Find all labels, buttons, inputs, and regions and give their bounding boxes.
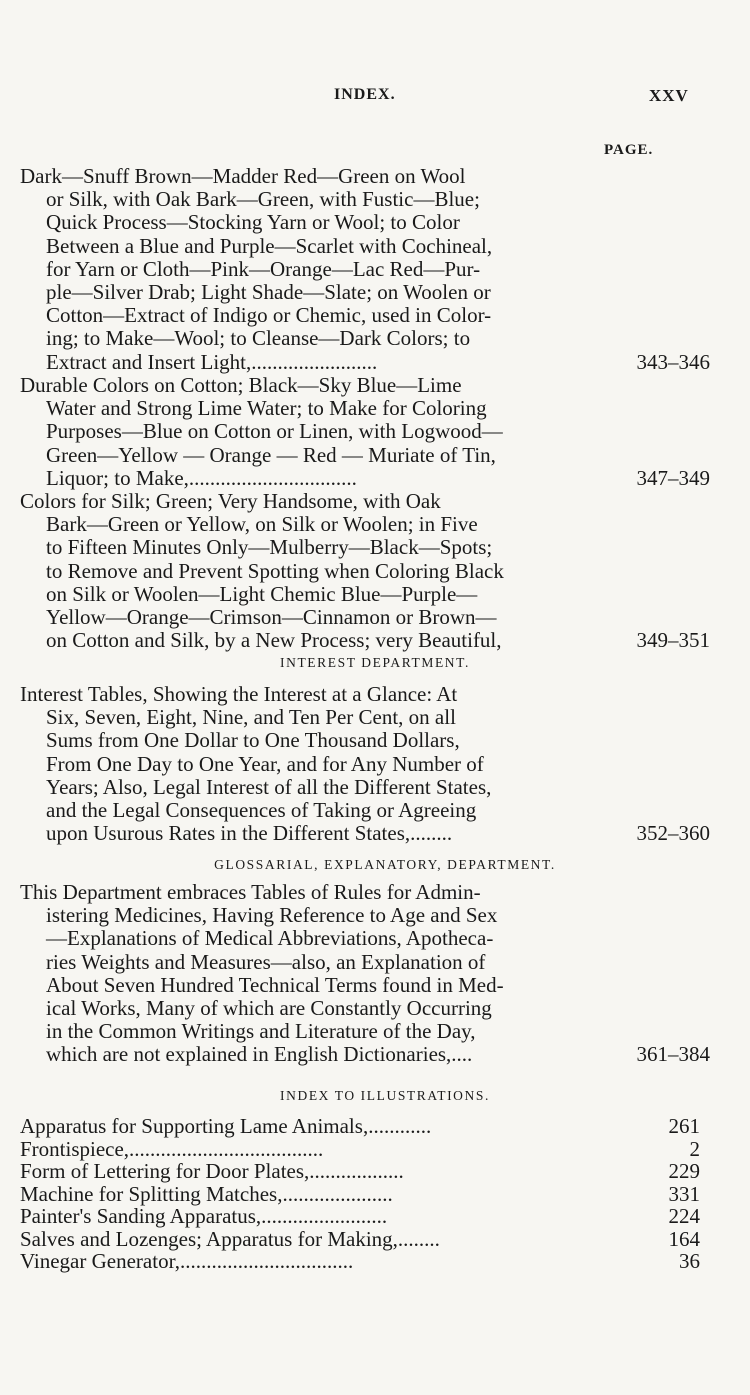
entry-text: Liquor; to Make,................................	[46, 465, 357, 490]
entry-line	[20, 467, 710, 490]
list-item	[20, 1115, 700, 1138]
interest-department-heading: INTEREST DEPARTMENT.	[280, 655, 470, 670]
entry-line: in the Common Writings and Literature of the Day,	[46, 1019, 476, 1044]
entry-line	[20, 1043, 710, 1066]
entry-line: to Remove and Prevent Spotting when Coloring Black	[46, 558, 504, 583]
page-range: 349–351	[636, 628, 710, 653]
illustrations-heading: INDEX TO ILLUSTRATIONS.	[280, 1088, 490, 1103]
entry-line	[20, 351, 710, 374]
page-range: 343–346	[636, 349, 710, 374]
list-item	[20, 1160, 700, 1183]
page-column-label: PAGE.	[604, 142, 654, 158]
interest-entry	[20, 683, 710, 845]
page-range: 352–360	[636, 821, 710, 846]
entry-line: Quick Process—Stocking Yarn or Wool; to Color	[46, 210, 460, 235]
entry-line: or Silk, with Oak Bark—Green, with Fustic—Blue;	[46, 187, 480, 212]
entry-line: Green—Yellow — Orange — Red — Muriate of Tin,	[46, 442, 496, 467]
illustration-label: Apparatus for Supporting Lame Animals,............	[20, 1114, 432, 1138]
entry-line: ries Weights and Measures—also, an Explanation of	[46, 949, 486, 974]
illustration-page: 331	[668, 1181, 700, 1206]
entry-line: Colors for Silk; Green; Very Handsome, with Oak	[20, 489, 441, 513]
illustration-label: Salves and Lozenges; Apparatus for Making,........	[20, 1226, 440, 1251]
glossary-entry	[20, 881, 710, 1067]
illustration-page: 229	[668, 1159, 700, 1183]
entry-line: Yellow—Orange—Crimson—Cinnamon or Brown—	[46, 604, 497, 629]
entry-line: Sums from One Dollar to One Thousand Dollars,	[46, 728, 460, 753]
running-head-title: INDEX.	[334, 86, 396, 103]
entry-line: Between a Blue and Purple—Scarlet with Cochineal,	[46, 233, 493, 258]
illustration-page: 164	[668, 1226, 700, 1251]
illustration-page: 2	[689, 1136, 700, 1161]
entry-line: for Yarn or Cloth—Pink—Orange—Lac Red—Pur-	[46, 256, 481, 281]
entry-line: Water and Strong Lime Water; to Make for Coloring	[46, 396, 487, 421]
illustration-label: Form of Lettering for Door Plates,..................	[20, 1159, 404, 1183]
entry-line: —Explanations of Medical Abbreviations, Apotheca-	[46, 926, 494, 951]
entry-line: istering Medicines, Having Reference to Age and Sex	[46, 903, 498, 928]
illustration-label: Frontispiece,.....................................	[20, 1136, 324, 1161]
entry-line: Cotton—Extract of Indigo or Chemic, used in Color-	[46, 303, 492, 328]
illustration-page: 224	[668, 1204, 700, 1228]
glossarial-department-heading: GLOSSARIAL, EXPLANATORY, DEPARTMENT.	[214, 857, 556, 872]
entry-line: ical Works, Many of which are Constantly Occurring	[46, 995, 492, 1020]
list-item	[20, 1228, 700, 1251]
list-item	[20, 1205, 700, 1228]
list-item	[20, 1250, 700, 1273]
entry-line: ing; to Make—Wool; to Cleanse—Dark Colors; to	[46, 326, 471, 351]
index-entry	[20, 374, 710, 490]
entry-line: Interest Tables, Showing the Interest at a Glance: At	[20, 682, 458, 706]
entry-line: About Seven Hundred Technical Terms found in Med-	[46, 972, 504, 997]
illustration-page: 36	[679, 1249, 700, 1273]
illustration-label: Machine for Splitting Matches,.....................	[20, 1181, 393, 1206]
index-entry	[20, 490, 710, 652]
entry-line: on Silk or Woolen—Light Chemic Blue—Purple—	[46, 581, 478, 606]
entry-line: Durable Colors on Cotton; Black—Sky Blue—Lime	[20, 373, 462, 397]
page-range: 361–384	[636, 1042, 710, 1067]
illustration-label: Vinegar Generator,.................................	[20, 1249, 354, 1273]
entry-line: From One Day to One Year, and for Any Number of	[46, 751, 484, 776]
entry-line	[20, 629, 710, 652]
entry-line: to Fifteen Minutes Only—Mulberry—Black—Spots;	[46, 535, 493, 560]
list-item	[20, 1138, 700, 1161]
illustrations-list	[20, 1115, 700, 1273]
running-head	[0, 86, 750, 110]
entry-line: Bark—Green or Yellow, on Silk or Woolen; in Five	[46, 512, 478, 537]
entry-line: This Department embraces Tables of Rules for Admin-	[20, 880, 481, 904]
entry-line: and the Legal Consequences of Taking or Agreeing	[46, 797, 477, 822]
entry-text: Extract and Insert Light,........................	[46, 349, 378, 374]
entry-line	[20, 822, 710, 845]
entry-line: Dark—Snuff Brown—Madder Red—Green on Wool	[20, 164, 466, 188]
entry-line: Years; Also, Legal Interest of all the Different States,	[46, 774, 492, 799]
entry-line: ple—Silver Drab; Light Shade—Slate; on Woolen or	[46, 279, 491, 304]
entry-text: upon Usurous Rates in the Different States,........	[46, 821, 453, 846]
index-entry	[20, 165, 710, 374]
page-folio: XXV	[649, 86, 689, 105]
list-item	[20, 1183, 700, 1206]
entry-text: on Cotton and Silk, by a New Process; very Beautiful,	[46, 628, 502, 653]
illustration-page: 261	[668, 1114, 700, 1138]
page-range: 347–349	[636, 465, 710, 490]
illustration-label: Painter's Sanding Apparatus,........................	[20, 1204, 388, 1228]
entry-text: which are not explained in English Dictionaries,....	[46, 1042, 473, 1067]
entry-line: Six, Seven, Eight, Nine, and Ten Per Cent, on all	[46, 705, 456, 730]
entry-line: Purposes—Blue on Cotton or Linen, with Logwood—	[46, 419, 503, 444]
